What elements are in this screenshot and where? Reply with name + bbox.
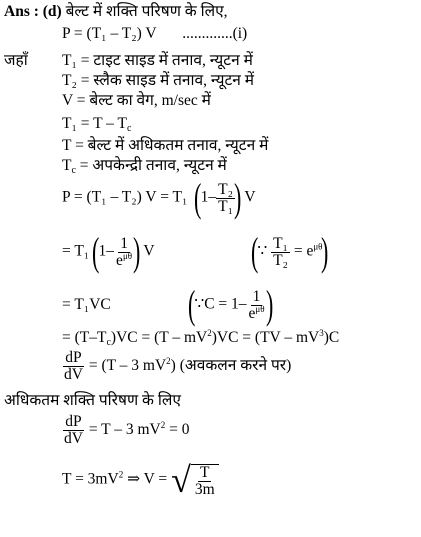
e2-v: V (143, 242, 155, 260)
max-power-heading: अधिकतम शक्ति परिषण के लिए (4, 392, 181, 409)
equation-max-condition: $\frac{dP}{dV}$ = T – 3 $mV^2 = 0$ (64, 413, 190, 447)
e2-open-paren: ( (92, 229, 100, 274)
because-open-paren: ( (250, 229, 259, 274)
equation-velocity-result: $T = 3mV^2$ ⇒ V = √ $\frac{T}{3m}$ (62, 460, 219, 500)
definition-t1: T₁ = टाइट साइड में तनाव, न्यूटन में (62, 52, 253, 69)
c-denominator: $e^{\mu\theta}$ (248, 303, 265, 322)
because-close-paren: ) (321, 229, 329, 274)
equation-number: .............(i) (182, 25, 248, 42)
e6-numerator: dP (65, 413, 82, 430)
answer-heading (4, 3, 228, 21)
because-fraction (271, 236, 290, 269)
e2-one-minus: 1– (98, 242, 115, 260)
tc-text: = अपकेन्द्री तनाव, न्यूटन में (75, 157, 227, 174)
e2-numerator: 1 (120, 234, 128, 252)
e2-fraction (114, 236, 134, 269)
square-root (171, 460, 219, 500)
c-numerator: 1 (252, 287, 261, 305)
because-numerator: T₁ (273, 234, 288, 252)
because-symbol: ∵ (257, 242, 268, 260)
e6-fraction (62, 414, 85, 447)
e5-numerator: dP (65, 349, 82, 366)
e7-fraction (193, 465, 217, 498)
equation-expanded: = $(T-T_c)VC = (T - mV^2)VC = (TV - mV^3)C$ (62, 328, 340, 348)
power-equation (62, 25, 247, 43)
e1-v: V (244, 188, 256, 206)
e3-lhs: = T₁VC (62, 296, 111, 313)
c-close-paren: ) (265, 282, 273, 327)
c-definition: ∵C = 1– (194, 295, 247, 313)
e1-lhs: P = (T₁ – T₂) V = T₁ (62, 188, 188, 206)
relation-t1-text: T₁ = T – T (62, 115, 127, 132)
definition-t: T = बेल्ट में अधिकतम तनाव, न्यूटन में (62, 137, 269, 154)
e7-numerator: T (200, 464, 210, 481)
where-label: जहाँ (4, 52, 28, 69)
equation-exponential (62, 229, 155, 274)
c-fraction (247, 289, 267, 322)
e2-lhs: = T₁ (62, 242, 90, 260)
answer-label: Ans : (d) (4, 3, 62, 20)
e1-one-minus: 1– (200, 188, 217, 206)
because-equals: = e (293, 242, 314, 260)
c-open-paren: ( (187, 282, 196, 327)
tc-symbol: T (62, 157, 72, 174)
intro-text: बेल्ट में शक्ति परिषण के लिए, (65, 3, 228, 20)
e1-close-paren: ) (233, 175, 242, 220)
e5-denominator: dV (64, 366, 83, 383)
e5-fraction (62, 350, 85, 383)
e2-denominator: $e^{\mu\theta}$ (116, 250, 133, 269)
because-ratio (248, 229, 332, 274)
e1-fraction (216, 182, 235, 215)
radical-sign: √ (171, 460, 191, 500)
because-c (185, 282, 276, 327)
equation-power-expansion (62, 175, 256, 220)
power-equation-text: P = (T₁ – T₂) V (62, 25, 157, 42)
definition-t2: T₂ = स्लैक साइड में तनाव, न्यूटन में (62, 72, 255, 89)
e2-close-paren: ) (133, 229, 141, 274)
e6-denominator: dV (64, 430, 83, 447)
e1-denominator: T₁ (218, 197, 233, 215)
e1-numerator: T₂ (218, 180, 233, 198)
e1-open-paren: ( (194, 175, 202, 220)
because-exponent: μθ (313, 241, 323, 252)
e7-denominator: 3m (194, 481, 215, 498)
relation-t1 (62, 115, 131, 133)
definition-v: V = बेल्ट का वेग, m/sec में (62, 92, 211, 109)
equation-derivative: $\frac{dP}{dV}$ = (T – 3 $mV^2$) (अवकलन करने पर) (64, 349, 292, 383)
definition-tc (62, 157, 227, 175)
equation-t1vc (62, 296, 111, 314)
because-denominator: T₂ (273, 251, 288, 269)
tc-sub: c (71, 165, 76, 176)
relation-t1-sub: c (126, 123, 132, 134)
